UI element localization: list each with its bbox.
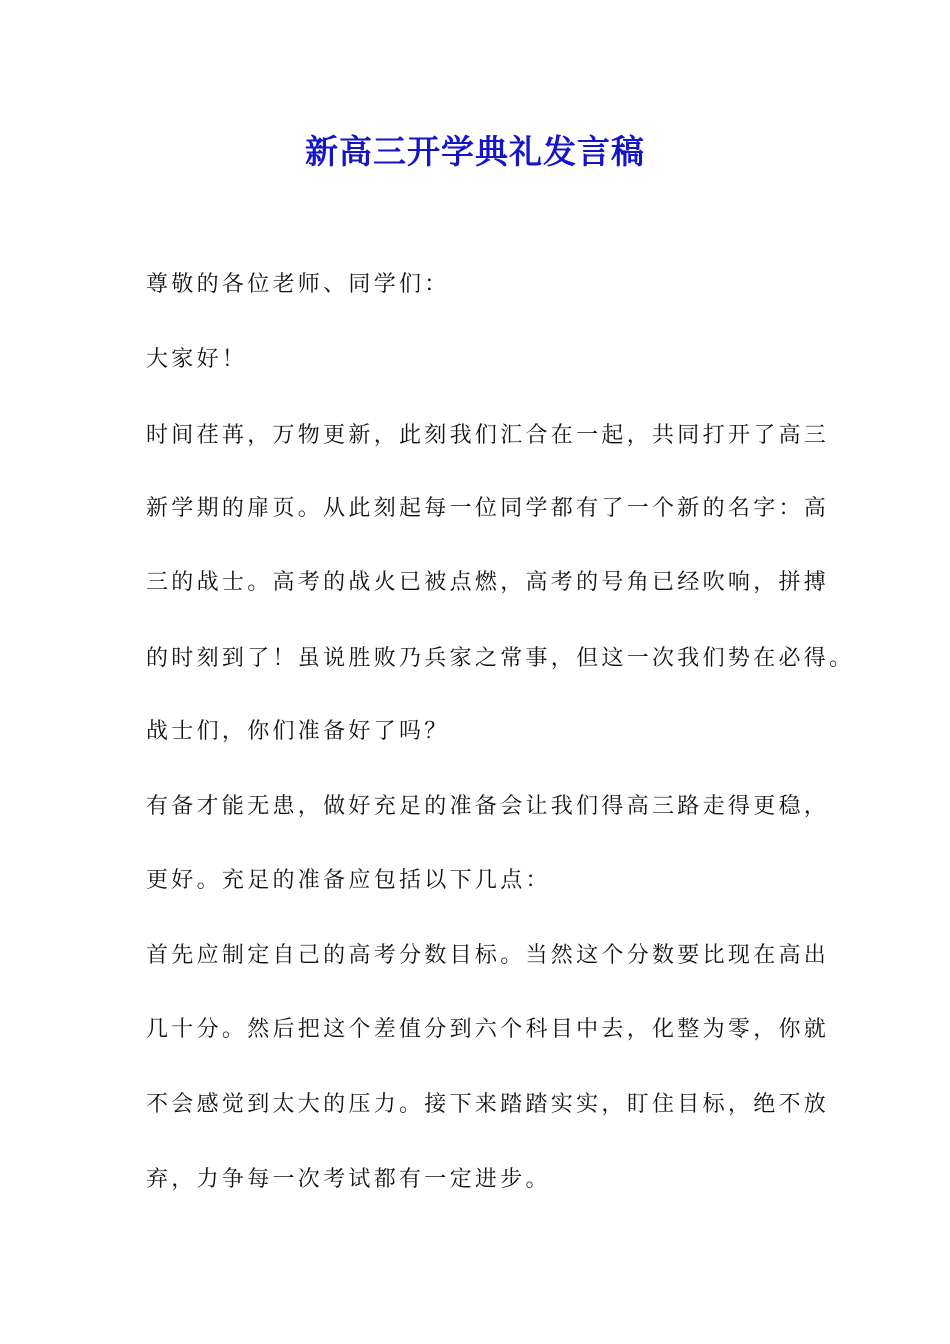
body-line: 不会感觉到太大的压力。接下来踏踏实实，盯住目标，绝不放 — [146, 1092, 830, 1117]
greeting-line: 大家好！ — [146, 347, 248, 372]
salutation-line: 尊敬的各位老师、同学们： — [146, 272, 450, 297]
body-line: 更好。充足的准备应包括以下几点： — [146, 868, 551, 893]
document-title: 新高三开学典礼发言稿 — [305, 132, 645, 171]
body-line: 首先应制定自己的高考分数目标。当然这个分数要比现在高出 — [146, 943, 830, 968]
body-line: 的时刻到了！虽说胜败乃兵家之常事，但这一次我们势在必得。 — [146, 646, 855, 671]
body-line: 战士们，你们准备好了吗？ — [146, 719, 450, 744]
body-line: 弃，力争每一次考试都有一定进步。 — [146, 1167, 551, 1192]
body-line: 时间荏苒，万物更新，此刻我们汇合在一起，共同打开了高三 — [146, 423, 830, 448]
body-line: 有备才能无患，做好充足的准备会让我们得高三路走得更稳， — [146, 794, 830, 819]
body-line: 新学期的扉页。从此刻起每一位同学都有了一个新的名字：高 — [146, 496, 830, 521]
body-line: 几十分。然后把这个差值分到六个科目中去，化整为零，你就 — [146, 1017, 830, 1042]
body-line: 三的战士。高考的战火已被点燃，高考的号角已经吹响，拼搏 — [146, 570, 830, 595]
